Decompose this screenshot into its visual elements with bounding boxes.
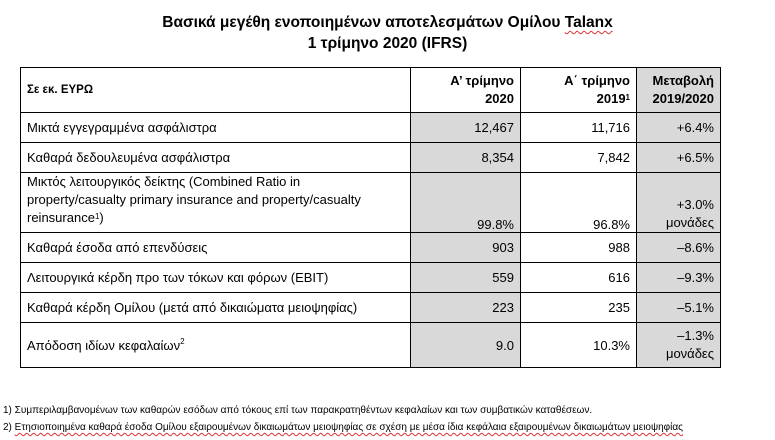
row-label-line1: Μικτός λειτουργικός δείκτης (Combined Ratio in xyxy=(27,174,301,189)
cell-2020: 223 xyxy=(411,293,521,323)
header-q1-2020-line1: Α’ τρίμηνο xyxy=(450,73,514,88)
table-row xyxy=(21,323,721,368)
results-table xyxy=(20,67,721,368)
row-footnote-ref: 2 xyxy=(180,336,185,346)
title-prefix: Βασικά μεγέθη ενοποιημένων αποτελεσμάτων Ομίλου xyxy=(162,14,565,31)
cell-2020: 903 xyxy=(411,233,521,263)
cell-2019: 616 xyxy=(521,263,637,293)
title-brand: Talanx xyxy=(564,14,613,31)
row-label: Καθαρά κέρδη Ομίλου (μετά από δικαιώματα μειοψηφίας) xyxy=(21,293,411,323)
cell-2019: 235 xyxy=(521,293,637,323)
title-line-1 xyxy=(0,12,775,33)
header-q1-2020 xyxy=(411,68,521,113)
cell-2019: 7,842 xyxy=(521,143,637,173)
cell-change-line1: +3.0% xyxy=(676,197,714,212)
row-label: Μικτά εγγεγραμμένα ασφάλιστρα xyxy=(21,113,411,143)
header-q1-2019 xyxy=(521,68,637,113)
table-row xyxy=(21,233,721,263)
cell-2020: 12,467 xyxy=(411,113,521,143)
cell-2019: 11,716 xyxy=(521,113,637,143)
cell-change: +6.5% xyxy=(637,143,721,173)
header-change-line2: 2019/2020 xyxy=(652,91,714,106)
row-label-line3-text: reinsurance xyxy=(27,210,95,225)
cell-2020: 99.8% xyxy=(411,173,521,233)
title-line-2: 1 τρίμηνο 2020 (IFRS) xyxy=(307,35,468,52)
header-q1-2020-line2: 2020 xyxy=(485,91,514,106)
report-title xyxy=(0,12,775,54)
row-label-line3 xyxy=(27,209,404,227)
cell-change xyxy=(637,173,721,233)
table-row xyxy=(21,143,721,173)
table-row xyxy=(21,113,721,143)
cell-change-line2: μονάδες xyxy=(665,215,714,230)
header-footnote-ref: 1 xyxy=(625,93,630,102)
header-change-line1: Μεταβολή xyxy=(652,73,714,88)
cell-change: +6.4% xyxy=(637,113,721,143)
cell-change-line1: –1.3% xyxy=(677,328,714,343)
header-currency-label: Σε εκ. ΕΥΡΩ xyxy=(21,68,411,113)
footnote-1: 1) Συμπεριλαμβανομένων των καθαρών εσόδων από τόκους επί των παρακρατηθέντων κεφαλαίων και των συμβατικών καταθέσεων. xyxy=(3,405,593,416)
footnote-2-text: Ετησιοποιημένα καθαρά έσοδα Ομίλου εξαιρουμένων δικαιωμάτων μειοψηφίας σε σχέση με μέσα ίδια κεφάλαια εξαιρουμένων δικαιωμάτων μειοψηφίας xyxy=(14,422,683,433)
cell-2019: 988 xyxy=(521,233,637,263)
cell-2020: 559 xyxy=(411,263,521,293)
table-row xyxy=(21,263,721,293)
cell-2019: 10.3% xyxy=(521,323,637,368)
cell-2020: 9.0 xyxy=(411,323,521,368)
header-q1-2019-year: 2019 xyxy=(596,91,626,106)
table-header-row xyxy=(21,68,721,113)
row-label: Καθαρά δεδουλευμένα ασφάλιστρα xyxy=(21,143,411,173)
row-label xyxy=(21,173,411,233)
cell-2019: 96.8% xyxy=(521,173,637,233)
cell-2020: 8,354 xyxy=(411,143,521,173)
cell-change: –9.3% xyxy=(637,263,721,293)
cell-change xyxy=(637,323,721,368)
row-label: Λειτουργικά κέρδη προ των τόκων και φόρων (EBIT) xyxy=(21,263,411,293)
table-row xyxy=(21,293,721,323)
row-label: Καθαρά έσοδα από επενδύσεις xyxy=(21,233,411,263)
cell-change: –5.1% xyxy=(637,293,721,323)
row-label-line2: property/casualty primary insurance and property/casualty xyxy=(27,192,361,207)
cell-change-line2: μονάδες xyxy=(665,346,714,361)
header-change xyxy=(637,68,721,113)
footnote-2-number: 2) xyxy=(3,422,15,433)
footnotes xyxy=(3,402,683,436)
table-row xyxy=(21,173,721,233)
header-q1-2019-line2 xyxy=(527,90,630,108)
footnote-2 xyxy=(3,419,683,436)
row-label-text: Απόδοση ιδίων κεφαλαίων xyxy=(27,337,181,353)
header-q1-2019-line1: Α΄ τρίμηνο xyxy=(564,73,630,88)
row-footnote-ref: 1 xyxy=(94,212,100,221)
cell-change: –8.6% xyxy=(637,233,721,263)
row-label-close: ) xyxy=(99,210,104,225)
row-label xyxy=(21,323,411,368)
